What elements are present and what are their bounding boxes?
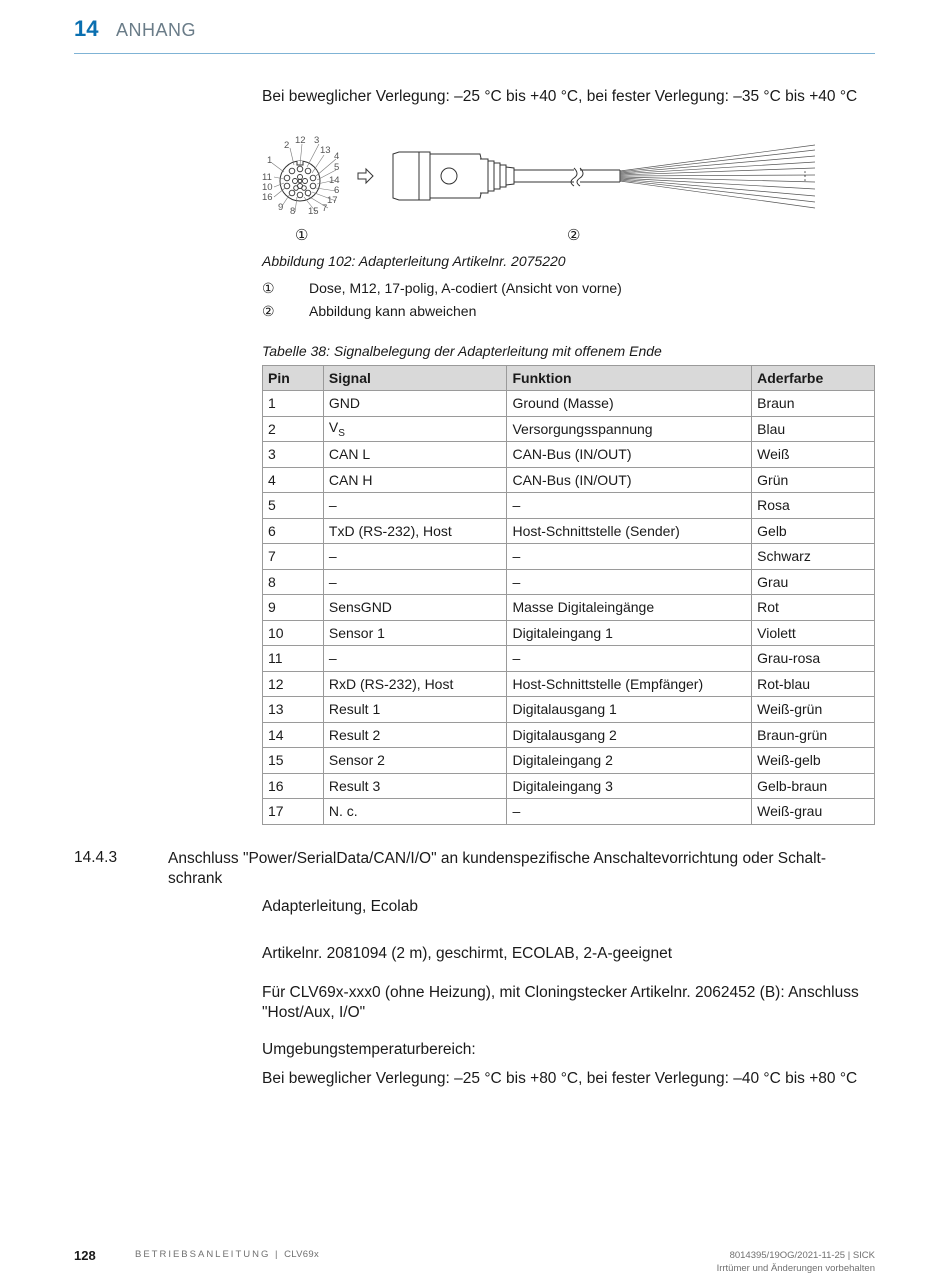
cell-funktion: Ground (Masse) xyxy=(507,391,752,417)
table-row xyxy=(263,467,875,493)
cell-aderfarbe: Weiß xyxy=(752,442,875,468)
cell-aderfarbe: Grau-rosa xyxy=(752,646,875,672)
signal-subscript: S xyxy=(338,427,345,439)
pin-label: 7 xyxy=(322,203,328,214)
pin-label: 2 xyxy=(284,140,290,151)
pin-label: 14 xyxy=(329,175,340,186)
column-header-aderfarbe: Aderfarbe xyxy=(752,366,875,391)
pin-label: 11 xyxy=(262,172,272,183)
cell-signal: GND xyxy=(323,391,507,417)
cell-pin: 16 xyxy=(263,773,324,799)
cell-aderfarbe: Weiß-grün xyxy=(752,697,875,723)
signal-symbol: V xyxy=(328,418,339,435)
cell-signal: TxD (RS-232), Host xyxy=(323,518,507,544)
cell-pin: 12 xyxy=(263,671,324,697)
pin-labels xyxy=(262,135,340,217)
doc-type: BETRIEBSANLEITUNG xyxy=(135,1249,271,1260)
cell-signal: – xyxy=(323,544,507,570)
cell-signal: Result 2 xyxy=(323,722,507,748)
callout-2: ② xyxy=(567,227,581,244)
cell-funktion: Host-Schnittstelle (Sender) xyxy=(507,518,752,544)
disclaimer: Irrtümer und Änderungen vorbehalten xyxy=(716,1263,875,1274)
pin-label: 6 xyxy=(334,185,340,196)
cell-funktion: Digitaleingang 1 xyxy=(507,620,752,646)
cell-aderfarbe: Weiß-gelb xyxy=(752,748,875,774)
pin-label: 13 xyxy=(320,145,331,156)
cell-signal: RxD (RS-232), Host xyxy=(323,671,507,697)
cell-pin: 17 xyxy=(263,799,324,825)
cell-pin: 5 xyxy=(263,493,324,519)
cell-signal: CAN L xyxy=(323,442,507,468)
cell-pin: 15 xyxy=(263,748,324,774)
cell-funktion: CAN-Bus (IN/OUT) xyxy=(507,442,752,468)
table-row xyxy=(263,697,875,723)
cell-funktion: Digitalausgang 2 xyxy=(507,722,752,748)
table-row xyxy=(263,442,875,468)
wire-ellipsis-icon xyxy=(804,171,806,181)
cell-signal: Result 3 xyxy=(323,773,507,799)
cell-pin: 13 xyxy=(263,697,324,723)
cell-aderfarbe: Grün xyxy=(752,467,875,493)
table-row xyxy=(263,799,875,825)
cell-signal: – xyxy=(323,569,507,595)
cell-aderfarbe: Rot xyxy=(752,595,875,621)
chapter-number: 14 xyxy=(74,16,99,41)
direction-arrow-icon xyxy=(358,169,373,183)
table-row xyxy=(263,544,875,570)
cell-aderfarbe: Rosa xyxy=(752,493,875,519)
table-row xyxy=(263,748,875,774)
pin-label: 3 xyxy=(314,135,320,146)
compatibility-text: Für CLV69x-xxx0 (ohne Heizung), mit Cloningstecker Artikelnr. 2062452 (B): Anschluss "Host/Aux, I/O" xyxy=(262,984,859,1021)
pin-label: 17 xyxy=(327,195,338,206)
pin-label: 4 xyxy=(334,151,340,162)
table-row xyxy=(263,391,875,417)
table-row xyxy=(263,569,875,595)
column-header-signal: Signal xyxy=(323,366,507,391)
footer-separator: | xyxy=(270,1249,285,1260)
column-header-funktion: Funktion xyxy=(507,366,752,391)
cell-pin: 8 xyxy=(263,569,324,595)
cell-aderfarbe: Schwarz xyxy=(752,544,875,570)
cell-signal: Sensor 1 xyxy=(323,620,507,646)
article-number-text: Artikelnr. 2081094 (2 m), geschirmt, ECOLAB, 2-A-geeignet xyxy=(262,945,673,962)
cell-signal: – xyxy=(323,493,507,519)
cable-drawing xyxy=(393,152,620,200)
cell-aderfarbe: Gelb-braun xyxy=(752,773,875,799)
cell-aderfarbe: Blau xyxy=(752,416,875,442)
cell-pin: 2 xyxy=(263,416,324,442)
cell-funktion: Digitaleingang 2 xyxy=(507,748,752,774)
figure-caption: Abbildung 102: Adapterleitung Artikelnr. 2075220 xyxy=(262,253,566,269)
cell-pin: 4 xyxy=(263,467,324,493)
cell-funktion: Masse Digitaleingänge xyxy=(507,595,752,621)
pin-label: 9 xyxy=(278,202,284,213)
section-number: 14.4.3 xyxy=(74,849,118,866)
cell-funktion: – xyxy=(507,544,752,570)
table-row xyxy=(263,722,875,748)
pin-label: 8 xyxy=(290,206,296,217)
pin-label: 5 xyxy=(334,162,340,173)
footer-document-type xyxy=(135,1249,319,1260)
column-header-pin: Pin xyxy=(263,366,324,391)
chapter-title: ANHANG xyxy=(116,20,197,40)
table-header-row xyxy=(263,366,875,391)
cell-aderfarbe: Braun-grün xyxy=(752,722,875,748)
pin-label: 16 xyxy=(262,192,273,203)
cell-pin: 1 xyxy=(263,391,324,417)
section-subheading: Adapterleitung, Ecolab xyxy=(262,898,418,915)
page-header xyxy=(74,14,875,54)
cell-funktion: – xyxy=(507,493,752,519)
legend-text: Dose, M12, 17-polig, A-codiert (Ansicht von vorne) xyxy=(309,280,622,296)
legend-text: Abbildung kann abweichen xyxy=(309,303,477,319)
table-row xyxy=(263,518,875,544)
callout-1: ① xyxy=(295,227,309,244)
temperature-range-label: Umgebungstemperaturbereich: xyxy=(262,1041,476,1058)
cell-funktion: Host-Schnittstelle (Empfänger) xyxy=(507,671,752,697)
cell-pin: 6 xyxy=(263,518,324,544)
footer-right xyxy=(717,1249,875,1275)
document-id: 8014395/19OG/2021-11-25 | SICK xyxy=(729,1250,875,1261)
cell-aderfarbe: Violett xyxy=(752,620,875,646)
cell-aderfarbe: Grau xyxy=(752,569,875,595)
cell-pin: 3 xyxy=(263,442,324,468)
cable-wires xyxy=(620,145,815,208)
table-row xyxy=(263,416,875,442)
table-row xyxy=(263,620,875,646)
pin-label: 15 xyxy=(308,206,319,217)
cell-pin: 7 xyxy=(263,544,324,570)
cell-pin: 11 xyxy=(263,646,324,672)
pin-label: 10 xyxy=(262,182,273,193)
signal-assignment-table xyxy=(262,365,875,825)
cell-pin: 10 xyxy=(263,620,324,646)
cell-funktion: – xyxy=(507,569,752,595)
section-title: Anschluss "Power/SerialData/CAN/I/O" an kundenspezifische Anschaltevorrichtung oder Schaltschrank xyxy=(168,850,827,887)
table-row xyxy=(263,671,875,697)
table-row xyxy=(263,493,875,519)
table-row xyxy=(263,646,875,672)
cell-signal: – xyxy=(323,646,507,672)
cell-signal: Result 1 xyxy=(323,697,507,723)
cell-signal: N. c. xyxy=(323,799,507,825)
cell-signal: CAN H xyxy=(323,467,507,493)
intro-temperature-text: Bei beweglicher Verlegung: –25 °C bis +40 °C, bei fester Verlegung: –35 °C bis +40 °C xyxy=(262,88,858,105)
cell-pin: 14 xyxy=(263,722,324,748)
product-name: CLV69x xyxy=(284,1249,320,1260)
cell-funktion: – xyxy=(507,799,752,825)
cell-pin: 9 xyxy=(263,595,324,621)
cell-aderfarbe: Gelb xyxy=(752,518,875,544)
cell-signal: Sensor 2 xyxy=(323,748,507,774)
temperature-range-text: Bei beweglicher Verlegung: –25 °C bis +80 °C, bei fester Verlegung: –40 °C bis +80 °C xyxy=(262,1070,858,1087)
adapter-cable-figure xyxy=(262,132,822,248)
cell-signal: SensGND xyxy=(323,595,507,621)
table-caption: Tabelle 38: Signalbelegung der Adapterleitung mit offenem Ende xyxy=(262,343,662,359)
legend-mark: ① xyxy=(262,280,275,296)
cell-aderfarbe: Braun xyxy=(752,391,875,417)
table-row xyxy=(263,595,875,621)
cell-funktion: Digitaleingang 3 xyxy=(507,773,752,799)
cell-funktion: CAN-Bus (IN/OUT) xyxy=(507,467,752,493)
cell-aderfarbe: Weiß-grau xyxy=(752,799,875,825)
page-number: 128 xyxy=(74,1248,96,1263)
cell-funktion: – xyxy=(507,646,752,672)
legend-mark: ② xyxy=(262,303,275,319)
cell-funktion: Digitalausgang 1 xyxy=(507,697,752,723)
cell-funktion: Versorgungsspannung xyxy=(507,416,752,442)
cell-aderfarbe: Rot-blau xyxy=(752,671,875,697)
table-row xyxy=(263,773,875,799)
cell-signal xyxy=(323,416,507,442)
pin-label: 1 xyxy=(267,155,273,166)
pin-label: 12 xyxy=(295,135,306,146)
